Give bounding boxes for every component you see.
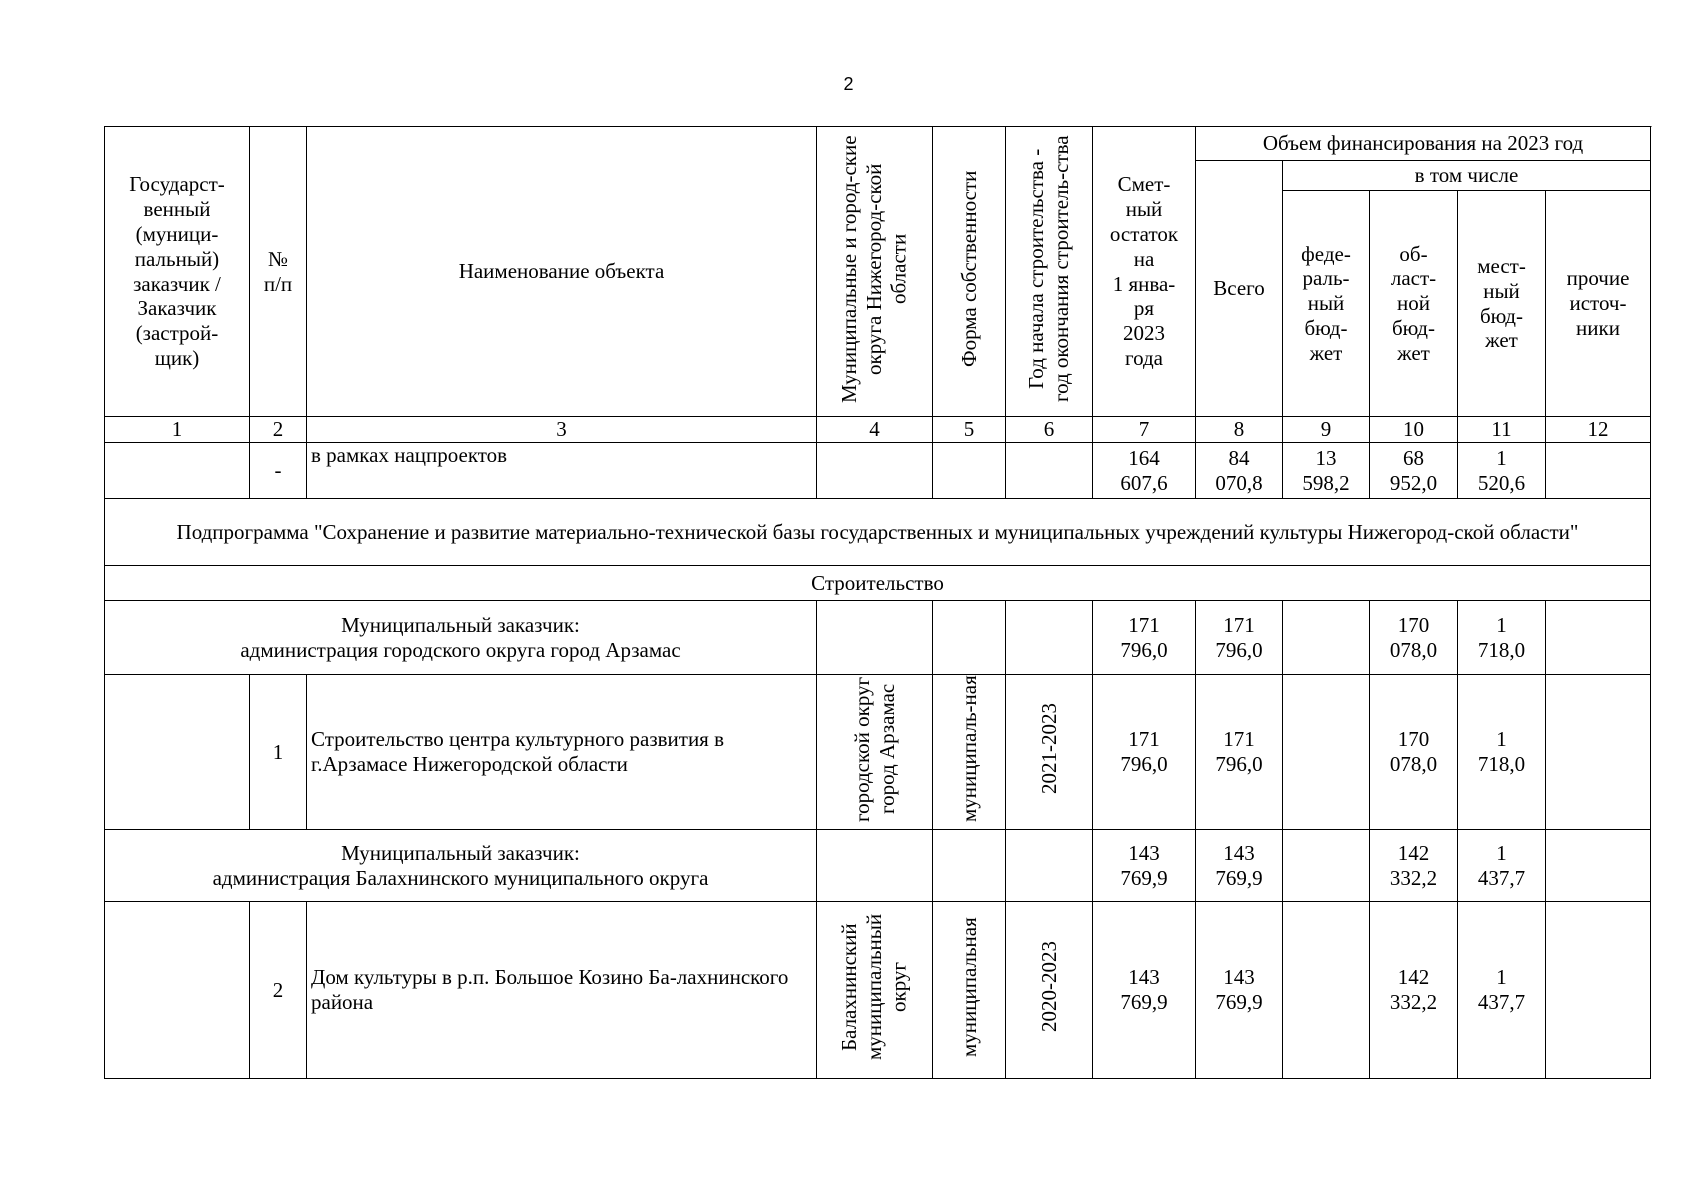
empty-cell	[1283, 675, 1370, 830]
header-customer: Государст- венный (муници- пальный) заказчик / Заказчик (застрой- щик)	[105, 127, 250, 417]
empty-cell	[105, 675, 250, 830]
empty-cell	[817, 601, 933, 675]
empty-cell	[1006, 443, 1093, 499]
object-num: 1	[250, 675, 307, 830]
object-total: 143 769,9	[1196, 902, 1283, 1079]
object-row	[105, 902, 1651, 1079]
empty-cell	[105, 443, 250, 499]
column-number: 11	[1458, 417, 1546, 443]
empty-cell	[1283, 902, 1370, 1079]
empty-cell	[1546, 601, 1651, 675]
column-number: 8	[1196, 417, 1283, 443]
object-name: Дом культуры в р.п. Большое Козино Ба-лахнинского района	[307, 902, 817, 1079]
column-numbers-row	[105, 417, 1651, 443]
group-regional: 170 078,0	[1370, 601, 1458, 675]
np-regional: 68 952,0	[1370, 443, 1458, 499]
header-other: прочие источ- ники	[1546, 191, 1651, 417]
object-row	[105, 675, 1651, 830]
header-local: мест- ный бюд- жет	[1458, 191, 1546, 417]
group-balance: 171 796,0	[1093, 601, 1196, 675]
object-district-cell	[817, 675, 933, 830]
empty-cell	[1546, 830, 1651, 902]
subprogram-row	[105, 499, 1651, 566]
header-total: Всего	[1196, 161, 1283, 417]
column-number: 1	[105, 417, 250, 443]
page-number: 2	[843, 74, 854, 94]
group-total: 171 796,0	[1196, 601, 1283, 675]
object-total: 171 796,0	[1196, 675, 1283, 830]
empty-cell	[1006, 601, 1093, 675]
empty-cell	[1546, 902, 1651, 1079]
header-row-1	[105, 127, 1651, 161]
header-regional: об- ласт- ной бюд- жет	[1370, 191, 1458, 417]
empty-cell	[817, 443, 933, 499]
object-balance: 143 769,9	[1093, 902, 1196, 1079]
group-regional: 142 332,2	[1370, 830, 1458, 902]
object-ownership: муниципальная	[956, 917, 981, 1057]
header-ownership-cell	[933, 127, 1006, 417]
object-local: 1 437,7	[1458, 902, 1546, 1079]
np-label: в рамках нацпроектов	[307, 443, 817, 499]
group-local: 1 437,7	[1458, 830, 1546, 902]
empty-cell	[1546, 443, 1651, 499]
object-years-cell	[1006, 675, 1093, 830]
column-number: 10	[1370, 417, 1458, 443]
group-balance: 143 769,9	[1093, 830, 1196, 902]
header-including: в том числе	[1283, 161, 1651, 191]
np-federal: 13 598,2	[1283, 443, 1370, 499]
header-districts: Муниципальные и город-ские округа Нижегород-ской области	[837, 134, 911, 403]
np-total: 84 070,8	[1196, 443, 1283, 499]
np-balance: 164 607,6	[1093, 443, 1196, 499]
object-years-cell	[1006, 902, 1093, 1079]
object-regional: 170 078,0	[1370, 675, 1458, 830]
column-number: 12	[1546, 417, 1651, 443]
column-number: 9	[1283, 417, 1370, 443]
np-num: -	[250, 443, 307, 499]
object-district: Балахнинский муниципальный округ	[837, 914, 911, 1061]
header-ownership: Форма собственности	[956, 170, 981, 367]
object-district: городской округ город Арзамас	[849, 676, 899, 822]
column-number: 5	[933, 417, 1006, 443]
column-number: 7	[1093, 417, 1196, 443]
customer-group-row	[105, 830, 1651, 902]
object-name: Строительство центра культурного развития в г.Арзамасе Нижегородской области	[307, 675, 817, 830]
empty-cell	[1283, 830, 1370, 902]
object-ownership: муниципаль-ная	[956, 675, 981, 823]
empty-cell	[1283, 601, 1370, 675]
subprogram-title: Подпрограмма "Сохранение и развитие материально-технической базы государственных и муниципальных учреждений культуры Нижегород-ской области"	[105, 499, 1651, 566]
object-years: 2020-2023	[1036, 941, 1061, 1033]
section-row	[105, 566, 1651, 601]
object-years: 2021-2023	[1036, 703, 1061, 795]
group-total: 143 769,9	[1196, 830, 1283, 902]
customer-name: Муниципальный заказчик: администрация городского округа город Арзамас	[105, 601, 817, 675]
object-num: 2	[250, 902, 307, 1079]
header-districts-cell	[817, 127, 933, 417]
header-object-name: Наименование объекта	[307, 127, 817, 417]
object-local: 1 718,0	[1458, 675, 1546, 830]
object-balance: 171 796,0	[1093, 675, 1196, 830]
empty-cell	[933, 443, 1006, 499]
header-num: № п/п	[250, 127, 307, 417]
group-local: 1 718,0	[1458, 601, 1546, 675]
object-regional: 142 332,2	[1370, 902, 1458, 1079]
object-ownership-cell	[933, 902, 1006, 1079]
header-balance: Смет- ный остаток на 1 янва- ря 2023 года	[1093, 127, 1196, 417]
np-local: 1 520,6	[1458, 443, 1546, 499]
column-number: 6	[1006, 417, 1093, 443]
section-title: Строительство	[105, 566, 1651, 601]
empty-cell	[1546, 675, 1651, 830]
header-federal: феде- раль- ный бюд- жет	[1283, 191, 1370, 417]
empty-cell	[933, 830, 1006, 902]
header-years-cell	[1006, 127, 1093, 417]
header-funding-group: Объем финансирования на 2023 год	[1196, 127, 1651, 161]
empty-cell	[933, 601, 1006, 675]
column-number: 4	[817, 417, 933, 443]
customer-name: Муниципальный заказчик: администрация Балахнинского муниципального округа	[105, 830, 817, 902]
object-district-cell	[817, 902, 933, 1079]
empty-cell	[1006, 830, 1093, 902]
empty-cell	[105, 902, 250, 1079]
header-years: Год начала строительства - год окончания строитель-ства	[1024, 135, 1073, 402]
empty-cell	[817, 830, 933, 902]
national-projects-row	[105, 443, 1651, 499]
column-number: 2	[250, 417, 307, 443]
column-number: 3	[307, 417, 817, 443]
object-ownership-cell	[933, 675, 1006, 830]
financing-table	[104, 126, 1651, 1079]
customer-group-row	[105, 601, 1651, 675]
